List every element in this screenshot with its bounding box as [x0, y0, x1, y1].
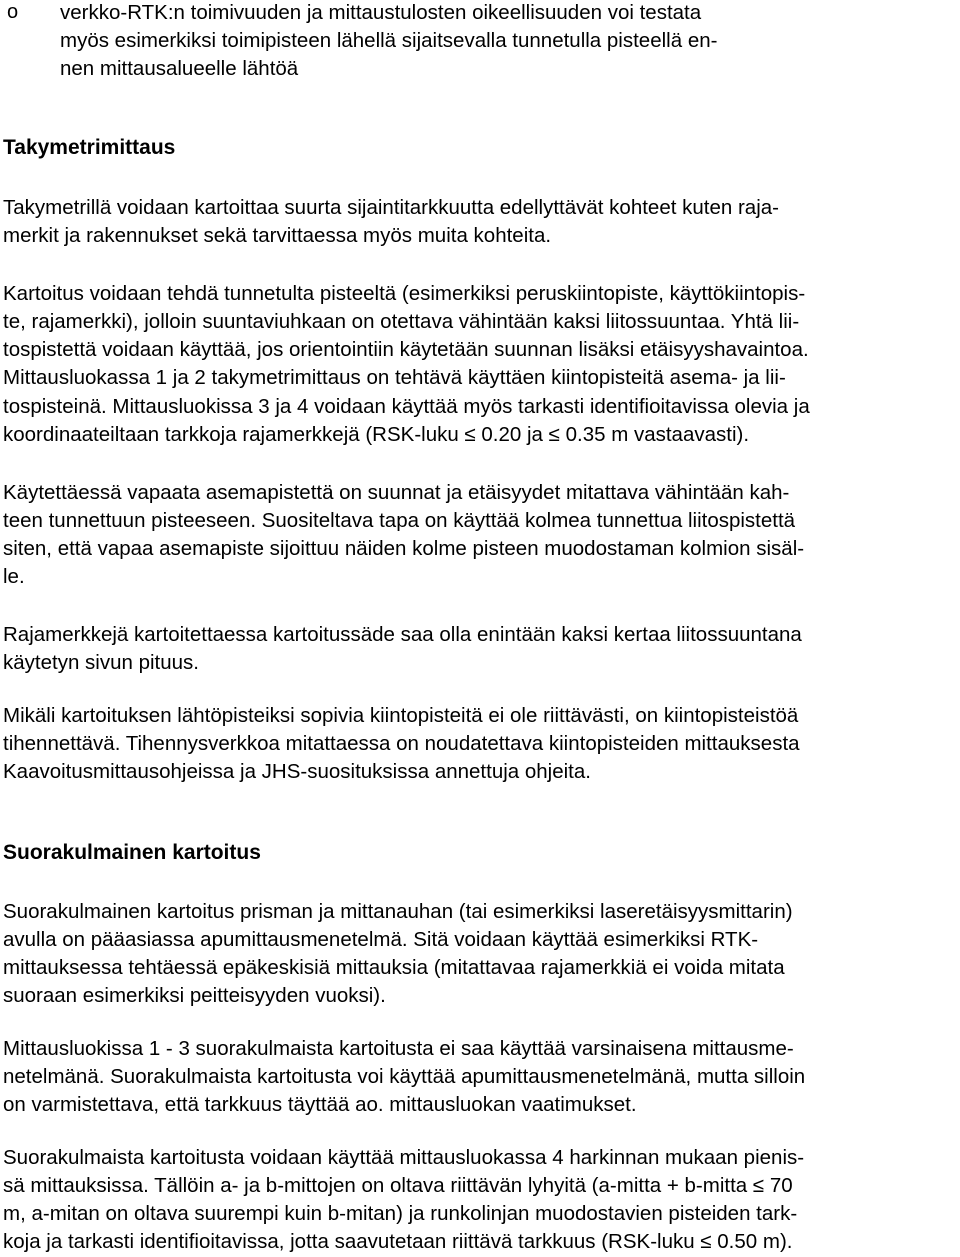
paragraph-line: netelmänä. Suorakulmaista kartoitusta voi käyttää apumittausmenetelmänä, mutta silloin: [3, 1065, 806, 1088]
paragraph-line: m, a-mitan on oltava suurempi kuin b-mitan) ja runkolinjan muodostavien pisteiden tark-: [3, 1202, 798, 1225]
paragraph-line: Mikäli kartoituksen lähtöpisteiksi sopivia kiintopisteitä ei ole riittävästi, on kiintopisteistöä: [3, 704, 799, 727]
paragraph-line: suoraan esimerkiksi peitteisyyden vuoksi).: [3, 984, 386, 1007]
paragraph-line: merkit ja rakennukset sekä tarvittaessa myös muita kohteita.: [3, 224, 552, 247]
paragraph-line: koordinaateiltaan tarkkoja rajamerkkejä (RSK-luku ≤ 0.20 ja ≤ 0.35 m vastaavasti).: [3, 423, 750, 446]
paragraph-line: tospisteinä. Mittausluokissa 3 ja 4 voidaan käyttää myös tarkasti identifioitavissa olevia ja: [3, 395, 810, 418]
paragraph-line: Suorakulmainen kartoitus prisman ja mittanauhan (tai esimerkiksi laseretäisyysmittarin): [3, 900, 793, 923]
paragraph-line: Kartoitus voidaan tehdä tunnetulta pisteeltä (esimerkiksi peruskiintopiste, käyttökiintopis-: [3, 282, 806, 305]
paragraph-line: sä mittauksissa. Tällöin a- ja b-mittojen on oltava riittävän lyhyitä (a-mitta + b-mitta ≤ 70: [3, 1174, 793, 1197]
paragraph-line: Käytettäessä vapaata asemapistettä on suunnat ja etäisyydet mitattava vähintään kah-: [3, 481, 790, 504]
paragraph-line: le.: [3, 565, 25, 588]
paragraph-line: siten, että vapaa asemapiste sijoittuu näiden kolme pisteen muodostaman kolmion sisäl-: [3, 537, 805, 560]
paragraph-line: koja ja tarkasti identifioitavissa, jotta saavutetaan riittävä tarkkuus (RSK-luku ≤ 0.50 m).: [3, 1230, 793, 1253]
paragraph-line: Mittausluokassa 1 ja 2 takymetrimittaus on tehtävä käyttäen kiintopisteitä asema- ja lii-: [3, 366, 786, 389]
paragraph-line: Takymetrillä voidaan kartoittaa suurta sijaintitarkkuutta edellyttävät kohteet kuten raja-: [3, 196, 779, 219]
paragraph-line: mittauksessa tehtäessä epäkeskisiä mittauksia (mitattavaa rajamerkkiä ei voida mitata: [3, 956, 785, 979]
paragraph-line: te, rajamerkki), jolloin suuntaviuhkaan on otettava vähintään kaksi liitossuuntaa. Yhtä lii-: [3, 310, 800, 333]
paragraph-line: Mittausluokissa 1 - 3 suorakulmaista kartoitusta ei saa käyttää varsinaisena mittausme-: [3, 1037, 794, 1060]
paragraph-line: Kaavoitusmittausohjeissa ja JHS-suosituksissa annettuja ohjeita.: [3, 760, 591, 783]
paragraph-line: Suorakulmaista kartoitusta voidaan käyttää mittausluokassa 4 harkinnan mukaan pienis-: [3, 1146, 805, 1169]
paragraph-line: käytetyn sivun pituus.: [3, 651, 199, 674]
paragraph-line: tihennettävä. Tihennysverkkoa mitattaessa on noudatettava kiintopisteiden mittauksesta: [3, 732, 800, 755]
paragraph-line: tospistettä voidaan käyttää, jos orientointiin käytetään suunnan lisäksi etäisyyshavaintoa.: [3, 338, 809, 361]
paragraph-line: Rajamerkkejä kartoitettaessa kartoitussäde saa olla enintään kaksi kertaa liitossuuntana: [3, 623, 802, 646]
section-heading-suorakulmainen-kartoitus: Suorakulmainen kartoitus: [3, 841, 261, 864]
paragraph-line: avulla on pääasiassa apumittausmenetelmä. Sitä voidaan käyttää esimerkiksi RTK-: [3, 928, 759, 951]
bullet-line-1: verkko-RTK:n toimivuuden ja mittaustulosten oikeellisuuden voi testata: [60, 1, 702, 24]
section-heading-takymetrimittaus: Takymetrimittaus: [3, 136, 176, 159]
bullet-line-2: myös esimerkiksi toimipisteen lähellä sijaitsevalla tunnetulla pisteellä en-: [60, 29, 718, 52]
paragraph-line: on varmistettava, että tarkkuus täyttää ao. mittausluokan vaatimukset.: [3, 1093, 637, 1116]
paragraph-line: teen tunnettuun pisteeseen. Suositeltava tapa on käyttää kolmea tunnettua liitospistettä: [3, 509, 796, 532]
bullet-line-3: nen mittausalueelle lähtöä: [60, 57, 299, 80]
bullet-marker: o: [7, 1, 19, 23]
